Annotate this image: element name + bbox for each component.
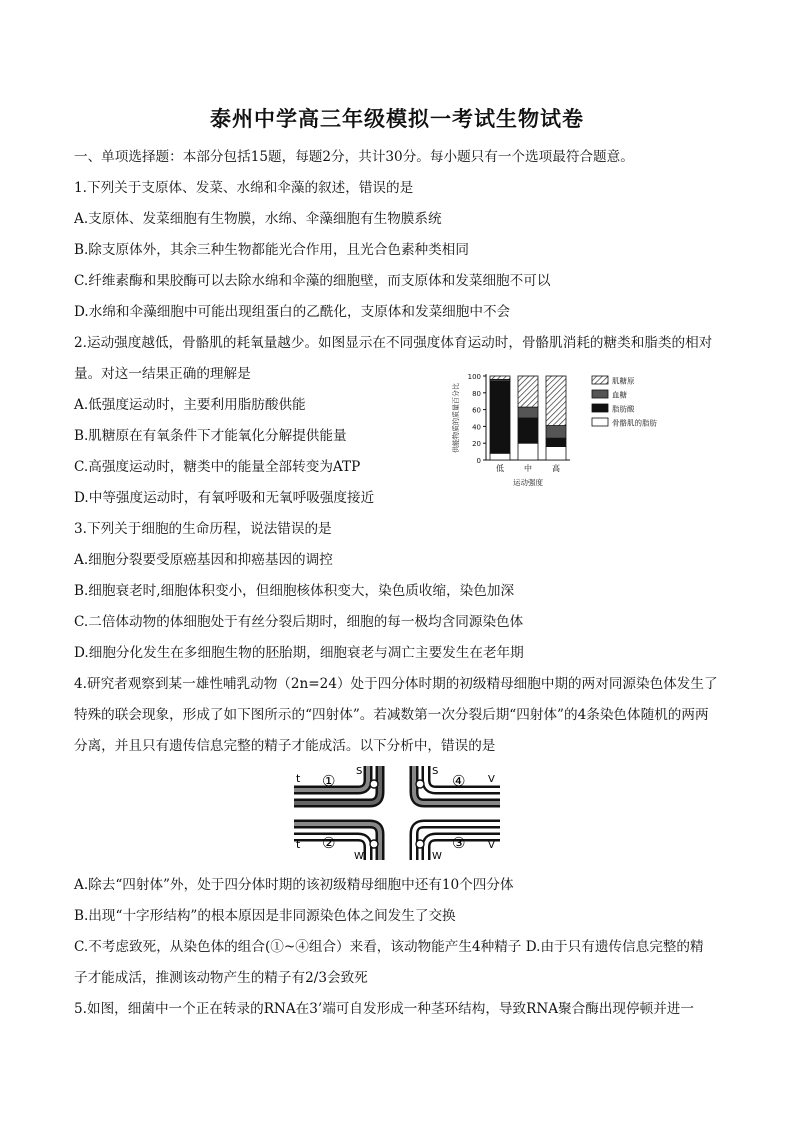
- bar-segment: [490, 381, 510, 453]
- q1-option-b: B.除支原体外，其余三种生物都能光合作用，且光合色素种类相同: [74, 242, 469, 258]
- bar-segment: [546, 447, 566, 460]
- q5-stem-line1: 5.如图，细菌中一个正在转录的RNA在3’端可自发形成一种茎环结构，导致RNA聚合酶出现停顿并进一: [74, 1001, 694, 1017]
- label-t-lower: t: [296, 838, 301, 851]
- q1-option-a: A.支原体、发菜细胞有生物膜，水绵、伞藻细胞有生物膜系统: [74, 211, 442, 227]
- bar-segment: [490, 376, 510, 379]
- label-t-upper: t: [296, 772, 301, 785]
- q1-option-d: D.水绵和伞藻细胞中可能出现组蛋白的乙酰化，支原体和发菜细胞中不会: [74, 304, 511, 320]
- legend-label: 肌糖原: [612, 376, 635, 386]
- bar-segment: [546, 438, 566, 446]
- q2-option-c: C.高强度运动时，糖类中的能量全部转变为ATP: [74, 459, 361, 475]
- q3-option-d: D.细胞分化发生在多细胞生物的胚胎期，细胞衰老与凋亡主要发生在老年期: [74, 645, 524, 661]
- label-circle-1: ①: [322, 772, 336, 790]
- legend-label: 脂肪酸: [612, 404, 635, 414]
- y-tick-label: 0: [476, 457, 481, 465]
- y-tick-label: 40: [472, 423, 481, 432]
- legend-swatch: [592, 390, 608, 398]
- q2-stem-line1: 2.运动强度越低，骨骼肌的耗氧量越少。如图显示在不同强度体育运动时，骨骼肌消耗的糖类和脂类的相对: [74, 335, 713, 351]
- q2-stem-line2: 量。对这一结果正确的理解是: [74, 366, 251, 382]
- q2-option-b: B.肌糖原在有氧条件下才能氧化分解提供能量: [74, 428, 347, 444]
- label-s-right: S: [432, 766, 439, 777]
- q4-option-a: A.除去“四射体”外，处于四分体时期的该初级精母细胞中还有10个四分体: [74, 877, 514, 893]
- category-label: 高: [552, 464, 560, 473]
- quadrivalent-diagram: [286, 762, 508, 864]
- q2-option-d: D.中等强度运动时，有氧呼吸和无氧呼吸强度接近: [74, 490, 375, 506]
- legend-label: 血糖: [612, 390, 627, 400]
- label-s-left: S: [356, 766, 363, 777]
- bar-segment: [518, 443, 538, 460]
- label-w-left: W: [354, 851, 364, 862]
- q4-option-cd-line2: 子才能成活，推测该动物产生的精子有2/3会致死: [74, 970, 368, 986]
- energy-source-chart: [446, 368, 722, 498]
- q4-stem-line3: 分离，并且只有遗传信息完整的精子才能成活。以下分析中，错误的是: [74, 738, 496, 754]
- legend-swatch: [592, 418, 608, 426]
- q2-option-a: A.低强度运动时，主要利用脂肪酸供能: [74, 397, 306, 413]
- bar-segment: [518, 376, 538, 407]
- label-v-lower: V: [488, 840, 495, 851]
- y-tick-label: 60: [472, 406, 481, 415]
- y-tick-label: 80: [472, 389, 481, 398]
- bar-segment: [546, 376, 566, 426]
- q4-option-cd-line1: C.不考虑致死，从染色体的组合(①~④组合）来看，该动物能产生4种精子 D.由于只有遗传信息完整的精: [74, 939, 704, 955]
- category-label: 中: [524, 464, 532, 473]
- bar-segment: [546, 426, 566, 439]
- legend-label: 骨骼肌的脂肪: [612, 418, 657, 428]
- q3-stem: 3.下列关于细胞的生命历程，说法错误的是: [74, 521, 332, 537]
- legend-swatch: [592, 404, 608, 412]
- q4-stem-line2: 特殊的联会现象，形成了如下图所示的“四射体”。若减数第一次分裂后期“四射体”的4条染色体随机的两两: [74, 707, 709, 723]
- q1-stem: 1.下列关于支原体、发菜、水绵和伞藻的叙述，错误的是: [74, 180, 414, 196]
- q3-option-a: A.细胞分裂要受原癌基因和抑癌基因的调控: [74, 552, 333, 568]
- category-label: 低: [496, 464, 504, 473]
- label-v-upper: V: [488, 774, 495, 785]
- q1-option-c: C.纤维素酶和果胶酶可以去除水绵和伞藻的细胞壁，而支原体和发菜细胞不可以: [74, 273, 551, 289]
- centromere: [370, 780, 378, 788]
- centromere: [370, 840, 378, 848]
- x-axis-label: 运动强度: [513, 478, 543, 487]
- q4-stem-line1: 4.研究者观察到某一雄性哺乳动物（2n=24）处于四分体时期的初级精母细胞中期的两对同源染色体发生了: [74, 676, 718, 692]
- centromere: [416, 780, 424, 788]
- y-tick-label: 100: [467, 373, 481, 381]
- bar-segment: [518, 418, 538, 443]
- section-heading: 一、单项选择题：本部分包括15题，每题2分，共计30分。每小题只有一个选项最符合题意。: [74, 149, 634, 165]
- y-axis-label: 供能物质的质量百分比: [452, 383, 460, 453]
- legend-swatch: [592, 376, 608, 384]
- q3-option-b: B.细胞衰老时,细胞体积变小，但细胞核体积变大，染色质收缩，染色加深: [74, 583, 515, 599]
- centromere: [416, 840, 424, 848]
- bar-segment: [518, 407, 538, 418]
- label-circle-4: ④: [452, 772, 466, 790]
- bar-segment: [490, 453, 510, 460]
- q3-option-c: C.二倍体动物的体细胞处于有丝分裂后期时，细胞的每一极均含同源染色体: [74, 614, 524, 630]
- label-circle-2: ②: [322, 834, 336, 852]
- page-title: 泰州中学高三年级模拟一考试生物试卷: [210, 106, 584, 131]
- label-w-right: W: [432, 851, 442, 862]
- q4-option-b: B.出现“十字形结构”的根本原因是非同源染色体之间发生了交换: [74, 908, 456, 924]
- y-tick-label: 20: [472, 440, 481, 449]
- label-circle-3: ③: [452, 834, 466, 852]
